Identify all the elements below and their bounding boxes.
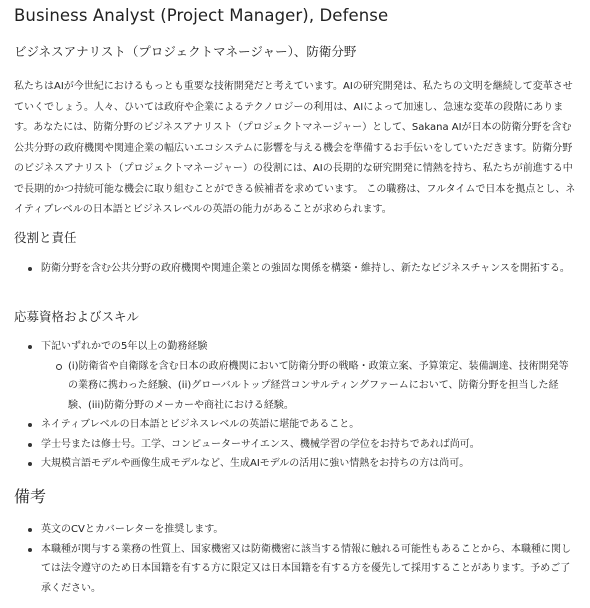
job-title: Business Analyst (Project Manager), Defense: [14, 6, 389, 25]
job-subtitle: ビジネスアナリスト（プロジェクトマネージャー）、防衛分野: [14, 44, 357, 59]
list-item: 大規模言語モデルや画像生成モデルなど、生成AIモデルの活用に強い情熱をお持ちの方は尚可。: [14, 454, 574, 474]
sub-list-item: (i)防衛省や自衛隊を含む日本の政府機関において防衛分野の戦略・政策立案、予算策定、装備調達、技術開発等の業務に携わった経験、(ii)グローバルトップ経営コンサルティングファームにおいて、防衛分野を担当した経験、(iii)防衛分野のメーカーや商社における経験。: [41, 357, 574, 416]
list-item: [14, 337, 574, 415]
list-item-text: 下記いずれかでの5年以上の勤務経験: [41, 341, 208, 352]
list-item: 学士号または修士号。工学、コンピューターサイエンス、機械学習の学位をお持ちであれば尚可。: [14, 435, 574, 455]
qualifications-heading: 応募資格およびスキル: [14, 309, 139, 324]
intro-paragraph: 私たちはAIが今世紀におけるもっとも重要な技術開発だと考えています。AIの研究開発は、私たちの文明を継続して変革させていくでしょう。人々、ひいては政府や企業によるテクノロジーの利用は、AIによって加速し、急速な変革の段階にあります。あなたには、防衛分野のビジネスアナリスト（プロジェクトマネージャー）として、Sakana AIが日本の防衛分野を含む公共分野の政府機関や関連企業の幅広いエコシステムに影響を与える機会を準備するお手伝いをしていただきます。防衛分野のビジネスアナリスト（プロジェクトマネージャー）の役割には、AIの長期的な研究開発に情熱を持ち、私たちが前進する中で長期的かつ持続可能な機会に取り組むことができる候補者を求めています。 この職務は、フルタイムで日本を拠点とし、ネイティブレベルの日本語とビジネスレベルの英語の能力があることが求められます。: [14, 81, 576, 215]
responsibilities-heading: 役割と責任: [14, 230, 77, 245]
responsibilities-list: [14, 259, 574, 279]
list-item: 本職種が関与する業務の性質上、国家機密又は防衛機密に該当する情報に触れる可能性もあることから、本職種に関しては法令遵守のため日本国籍を有する方に限定又は日本国籍を有する方を優先して採用することがあります。予めご了承ください。: [14, 540, 574, 599]
notes-heading: 備考: [14, 487, 47, 506]
qualifications-list: [14, 337, 574, 474]
list-item: 防衛分野を含む公共分野の政府機関や関連企業との強固な関係を構築・維持し、新たなビジネスチャンスを開拓する。: [14, 259, 574, 279]
qualifications-sublist: [41, 357, 574, 416]
list-item: ネイティブレベルの日本語とビジネスレベルの英語に堪能であること。: [14, 415, 574, 435]
list-item: 英文のCVとカバーレターを推奨します。: [14, 520, 574, 540]
notes-list: [14, 520, 574, 598]
